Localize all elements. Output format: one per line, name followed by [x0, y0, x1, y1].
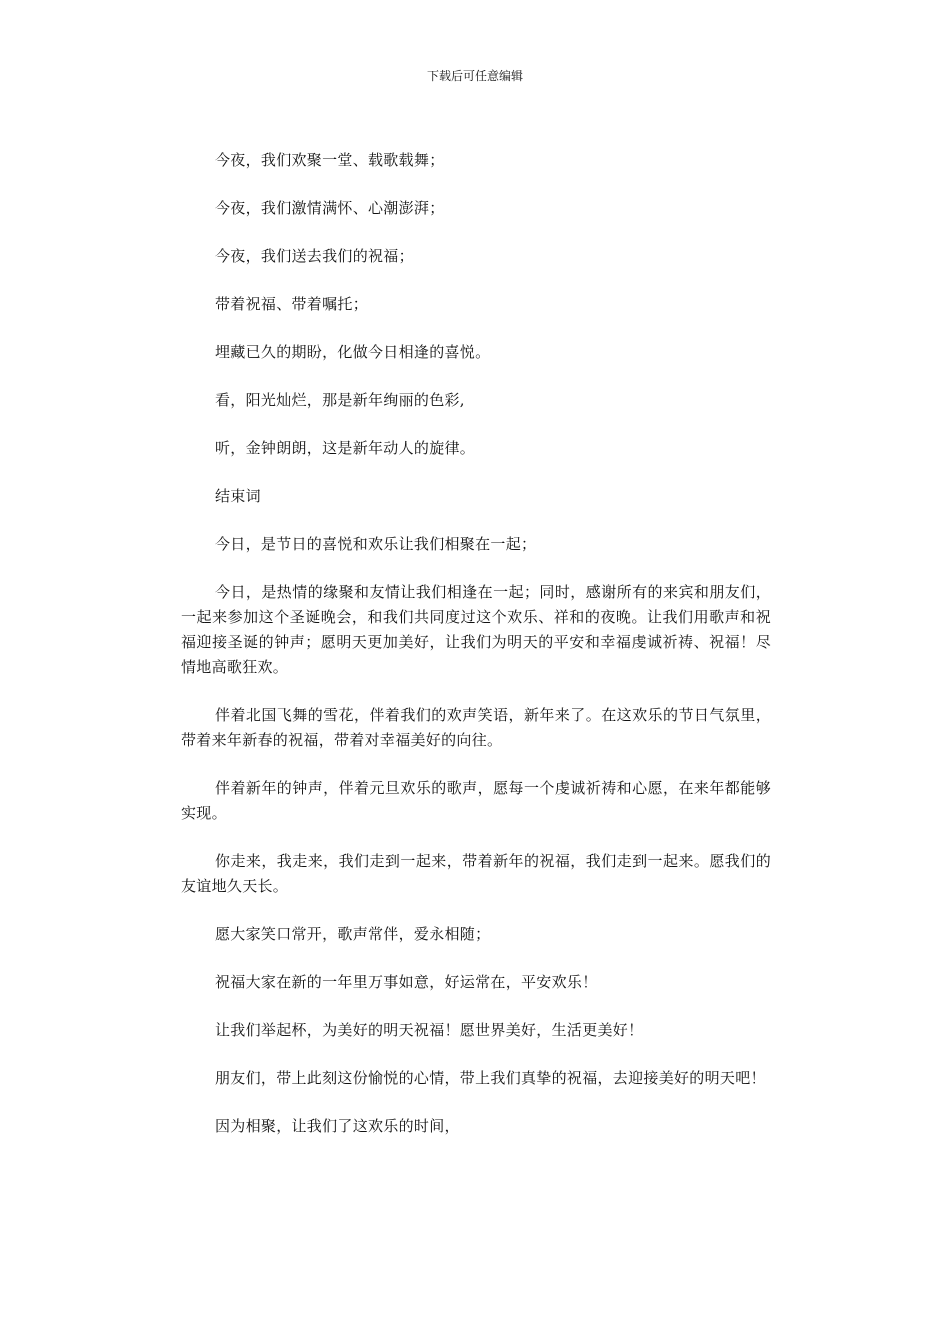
section-heading: 结束词 [215, 487, 261, 505]
paragraph: 你走来，我走来，我们走到一起来，带着新年的祝福，我们走到一起来。愿我们的友谊地久天长。 [181, 852, 771, 895]
paragraph: 埋藏已久的期盼，化做今日相逢的喜悦。 [215, 343, 491, 361]
paragraph: 朋友们，带上此刻这份愉悦的心情，带上我们真挚的祝福，去迎接美好的明天吧！ [215, 1069, 766, 1087]
paragraph: 今夜，我们欢聚一堂、载歌载舞； [215, 151, 445, 169]
paragraph: 因为相聚，让我们了这欢乐的时间， [215, 1117, 460, 1135]
paragraph: 带着祝福、带着嘱托； [215, 295, 369, 313]
paragraph: 听，金钟朗朗，这是新年动人的旋律。 [215, 439, 476, 457]
paragraph: 伴着新年的钟声，伴着元旦欢乐的歌声，愿每一个虔诚祈祷和心愿，在来年都能够实现。 [181, 779, 771, 822]
paragraph: 今夜，我们激情满怀、心潮澎湃； [215, 199, 445, 217]
paragraph: 今日，是节日的喜悦和欢乐让我们相聚在一起； [215, 535, 537, 553]
paragraph: 看，阳光灿烂，那是新年绚丽的色彩, [215, 391, 465, 409]
paragraph: 今夜，我们送去我们的祝福； [215, 247, 414, 265]
paragraph: 让我们举起杯，为美好的明天祝福！愿世界美好，生活更美好！ [215, 1021, 644, 1039]
paragraph: 伴着北国飞舞的雪花，伴着我们的欢声笑语，新年来了。在这欢乐的节日气氛里，带着来年新春的祝福，带着对幸福美好的向往。 [181, 706, 771, 749]
paragraph: 愿大家笑口常开，歌声常伴，爱永相随； [215, 925, 491, 943]
paragraph: 今日，是热情的缘聚和友情让我们相逢在一起；同时，感谢所有的来宾和朋友们，一起来参加这个圣诞晚会，和我们共同度过这个欢乐、祥和的夜晚。让我们用歌声和祝福迎接圣诞的钟声；愿明天更加美好，让我们为明天的平安和幸福虔诚祈祷、祝福！尽情地高歌狂欢。 [181, 583, 771, 676]
document-body [181, 148, 771, 1162]
page-header: 下载后可任意编辑 [426, 69, 523, 83]
paragraph: 祝福大家在新的一年里万事如意，好运常在，平安欢乐！ [215, 973, 598, 991]
